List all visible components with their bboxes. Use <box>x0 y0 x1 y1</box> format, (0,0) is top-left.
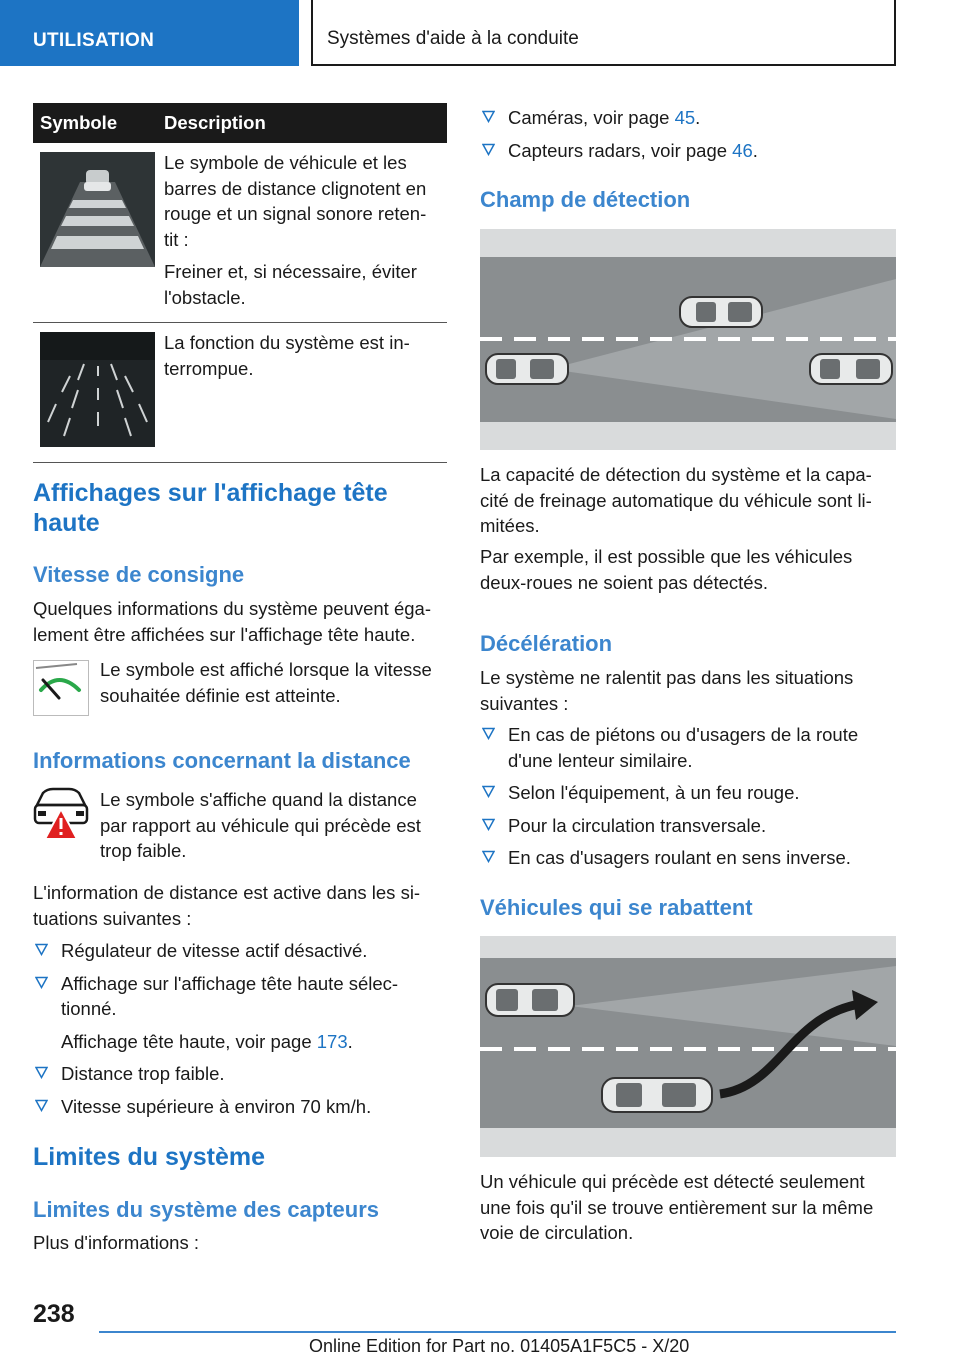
list-item: En cas d'usagers roulant en sens inverse. <box>480 845 896 871</box>
symbol-table <box>33 103 447 463</box>
triangle-bullet-icon <box>482 818 495 831</box>
detection-title: Champ de détection <box>480 187 691 212</box>
cut-in-vehicle-illustration <box>480 936 896 1157</box>
list-item: Selon l'équipement, à un feu rouge. <box>480 780 896 806</box>
car-icon <box>680 297 762 327</box>
system-interrupted-display-icon <box>40 332 155 447</box>
triangle-bullet-icon <box>482 727 495 740</box>
row-2-text-1: La fonction du système est in-terrompue. <box>164 332 410 379</box>
row-1-text-2: Freiner et, si nécessaire, éviter l'obstacle. <box>164 261 417 308</box>
triangle-bullet-icon <box>482 143 495 156</box>
car-icon <box>810 354 892 384</box>
deceleration-conditions-list <box>480 722 896 878</box>
car-icon <box>486 354 568 384</box>
page-number: 238 <box>33 1300 75 1328</box>
triangle-bullet-icon <box>35 1099 48 1112</box>
list-item: Pour la circulation transversale. <box>480 813 896 839</box>
chapter-tab <box>311 0 896 66</box>
hud-page-link[interactable]: 173 <box>316 1030 348 1052</box>
triangle-bullet-icon <box>35 1066 48 1079</box>
deceleration-title: Décélération <box>480 631 613 656</box>
list-item: En cas de piétons ou d'usagers de la route d'une lenteur similaire. <box>480 722 896 773</box>
limits-title: Limites du système <box>33 1143 266 1171</box>
table-header-description: Description <box>157 103 447 143</box>
table-row <box>33 143 447 323</box>
detection-text-2: Par exemple, il est possible que les véhicules deux-roues ne soient pas détectés. <box>480 546 853 593</box>
list-item: Capteurs radars, voir page 46. <box>480 138 896 164</box>
cut-in-title: Véhicules qui se rabattent <box>480 895 753 920</box>
table-row <box>33 323 447 463</box>
sensor-limits-title: Limites du système des capteurs <box>33 1197 380 1222</box>
triangle-bullet-icon <box>35 976 48 989</box>
hud-section-title: Affichages sur l'affichage tête haute <box>33 479 388 537</box>
detection-text-1: La capacité de détection du système et la capa-cité de freinage automatique du véhicule sont li-mitées. <box>480 464 872 536</box>
list-item: Distance trop faible. <box>33 1061 447 1087</box>
distance-warning-icon <box>33 785 89 841</box>
triangle-bullet-icon <box>482 850 495 863</box>
section-title: UTILISATION <box>33 30 155 51</box>
collision-warning-display-icon <box>40 152 155 267</box>
table-header-row <box>33 103 447 143</box>
cameras-page-link[interactable]: 45 <box>674 107 696 128</box>
edition-text: Online Edition for Part no. 01405A1F5C5 - X/20 <box>309 1336 690 1356</box>
list-item: Caméras, voir page 45. <box>480 105 896 131</box>
distance-text: L'information de distance est active dans les si-tuations suivantes : <box>33 882 421 929</box>
speed-reached-icon <box>33 660 89 716</box>
section-tab <box>0 0 299 66</box>
triangle-bullet-icon <box>35 943 48 956</box>
setpoint-icon-text: Le symbole est affiché lorsque la vitesse souhaitée définie est atteinte. <box>100 659 432 706</box>
more-info-text: Plus d'informations : <box>33 1232 199 1253</box>
setpoint-text: Quelques informations du système peuvent éga-lement être affichées sur l'affichage tête haute. <box>33 598 431 645</box>
chapter-title: Systèmes d'aide à la conduite <box>327 28 579 49</box>
distance-title: Informations concernant la distance <box>33 748 411 773</box>
deceleration-text: Le système ne ralentit pas dans les situations suivantes : <box>480 667 854 714</box>
list-item: Régulateur de vitesse actif désactivé. <box>33 938 447 964</box>
footer-divider <box>99 1331 896 1333</box>
car-icon <box>602 1078 712 1112</box>
distance-icon-text: Le symbole s'affiche quand la distance par rapport au véhicule qui précède est trop faible. <box>100 789 421 861</box>
car-icon <box>486 984 574 1016</box>
list-item: Affichage sur l'affichage tête haute sélec-tionné. Affichage tête haute, voir page 173. <box>33 971 447 1055</box>
row-1-text-1: Le symbole de véhicule et les barres de distance clignotent en rouge et un signal sonore reten-tit : <box>164 152 427 250</box>
detection-range-illustration <box>480 229 896 450</box>
radar-page-link[interactable]: 46 <box>732 139 753 161</box>
list-item: Vitesse supérieure à environ 70 km/h. <box>33 1094 447 1120</box>
setpoint-title: Vitesse de consigne <box>33 562 245 587</box>
table-header-symbol: Symbole <box>33 103 157 143</box>
triangle-bullet-icon <box>482 110 495 123</box>
sensor-references-list <box>480 105 896 170</box>
triangle-bullet-icon <box>482 785 495 798</box>
distance-conditions-list <box>33 938 447 1126</box>
cut-in-text: Un véhicule qui précède est détecté seulement une fois qu'il se trouve entièrement sur la même voie de circulation. <box>480 1171 874 1243</box>
